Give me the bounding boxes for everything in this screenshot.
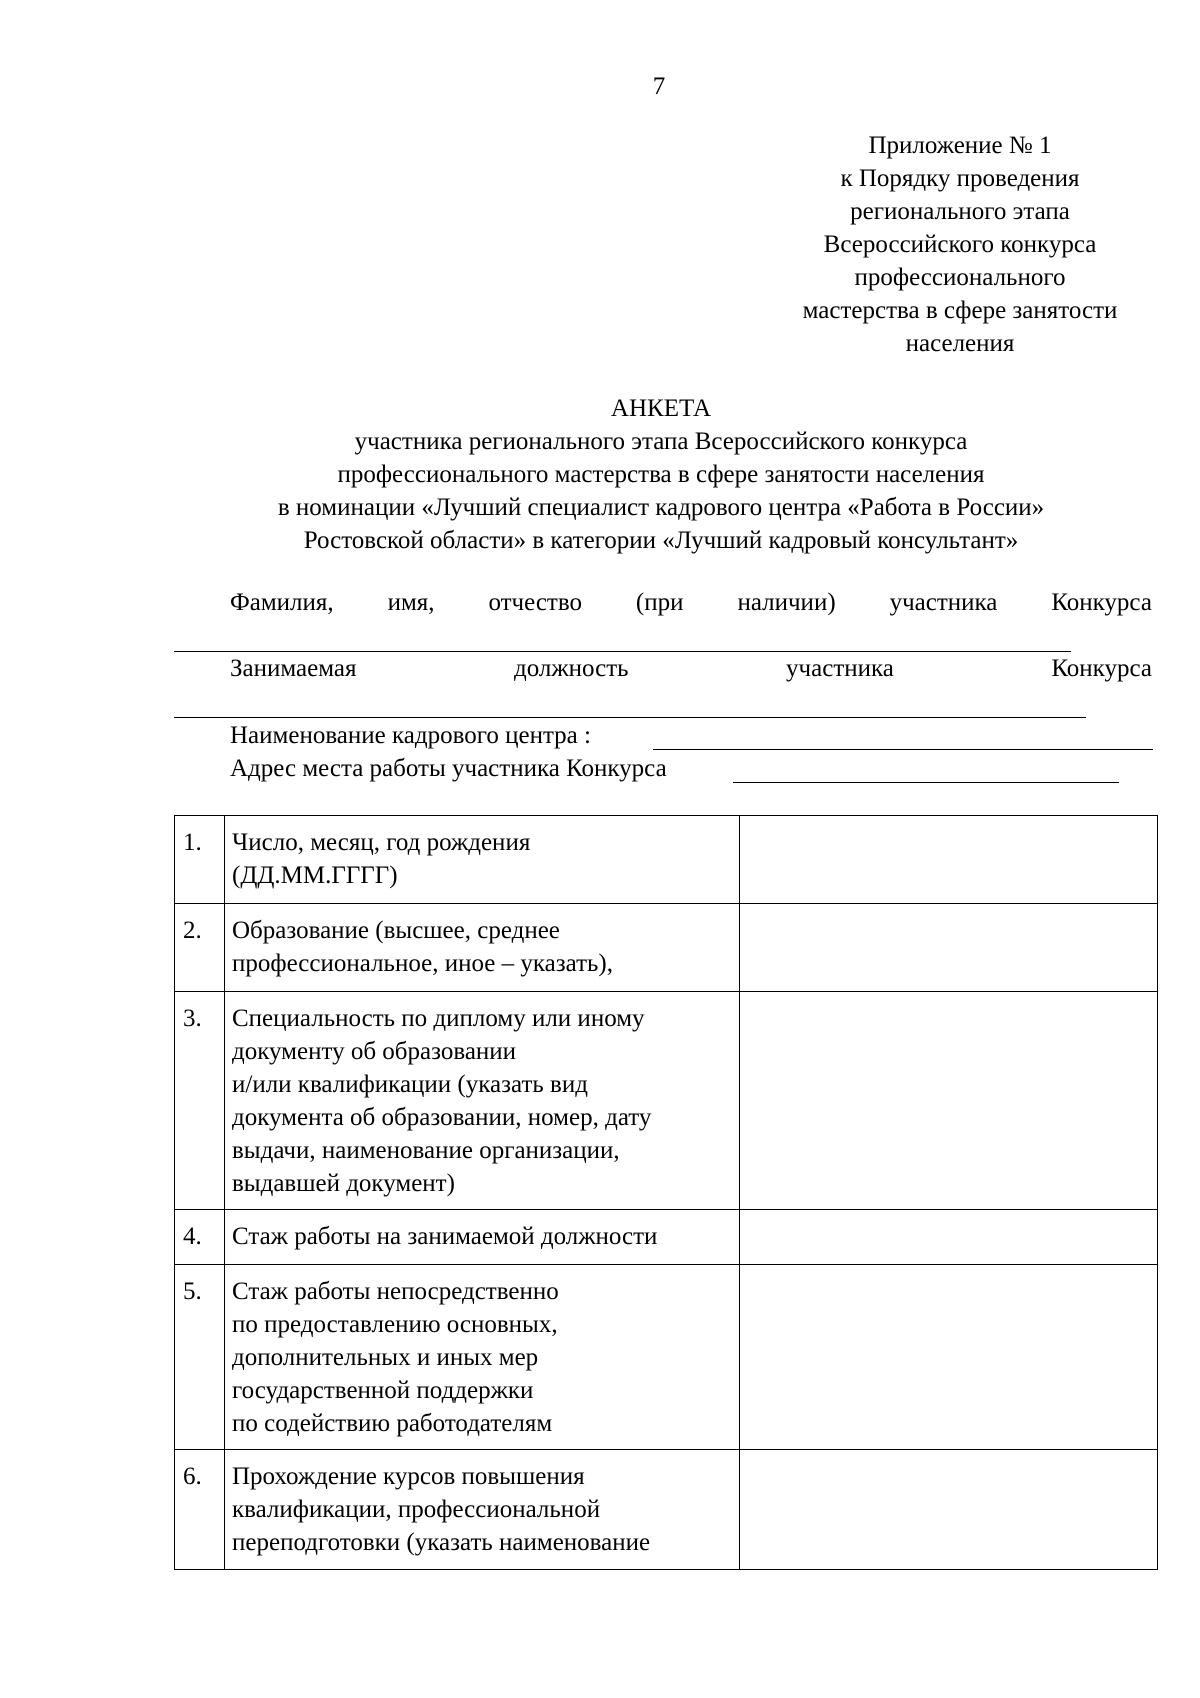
question-line: (ДД.ММ.ГГГГ): [232, 862, 398, 889]
question-line: Стаж работы на занимаемой должности: [232, 1223, 658, 1250]
form-subtitle-line: участника регионального этапа Всероссийского конкурса: [354, 428, 968, 455]
position-word: участника: [786, 655, 894, 682]
position-word: Конкурса: [1051, 655, 1152, 682]
table-row: [175, 904, 1158, 992]
question-line: переподготовки (указать наименование: [232, 1529, 651, 1556]
question-line: профессиональное, иное – указать),: [232, 950, 613, 977]
row-number: 4.: [175, 1210, 225, 1265]
question-line: по предоставлению основных,: [232, 1311, 558, 1338]
position-word: Занимаемая: [230, 655, 357, 682]
center-blank-line[interactable]: [653, 749, 1153, 750]
fio-word: отчество: [488, 589, 582, 616]
table-row: [175, 992, 1158, 1210]
appendix-line: Всероссийского конкурса: [823, 231, 1097, 258]
question-line: Образование (высшее, среднее: [232, 917, 560, 944]
questionnaire-table: [174, 815, 1158, 1570]
address-label: Адрес места работы участника Конкурса: [230, 755, 667, 782]
appendix-line: к Порядку проведения: [840, 165, 1080, 192]
position-blank-line[interactable]: [174, 717, 1086, 718]
appendix-line: Приложение № 1: [868, 132, 1052, 159]
table-row: [175, 1210, 1158, 1265]
question-line: выдачи, наименование организации,: [232, 1137, 620, 1164]
table-row: [175, 1450, 1158, 1570]
form-subtitle-line: в номинации «Лучший специалист кадрового центра «Работа в России»: [277, 494, 1045, 521]
appendix-line: населения: [905, 330, 1015, 357]
question-cell: [225, 1450, 740, 1570]
position-label: [230, 652, 1152, 685]
fio-word: Фамилия,: [230, 589, 334, 616]
answer-cell[interactable]: [740, 992, 1158, 1210]
appendix-line: мастерства в сфере занятости: [802, 297, 1118, 324]
question-cell: [225, 904, 740, 992]
row-number: 3.: [175, 992, 225, 1210]
form-subtitle-line: профессионального мастерства в сфере занятости населения: [337, 461, 985, 488]
form-subtitle-line: Ростовской области» в категории «Лучший кадровый консультант»: [303, 527, 1019, 554]
answer-cell[interactable]: [740, 816, 1158, 904]
fio-word: Конкурса: [1051, 589, 1152, 616]
fio-word: участника: [889, 589, 998, 616]
table-row: [175, 816, 1158, 904]
form-title: АНКЕТА: [610, 395, 712, 422]
appendix-line: профессионального: [854, 264, 1066, 291]
row-number: 5.: [175, 1265, 225, 1450]
answer-cell[interactable]: [740, 1450, 1158, 1570]
question-line: Стаж работы непосредственно: [232, 1278, 559, 1305]
form-heading: [170, 392, 1152, 557]
page-number: 7: [652, 73, 666, 100]
question-line: по содействию работодателям: [232, 1410, 553, 1437]
question-line: Число, месяц, год рождения: [232, 829, 531, 856]
fio-word: имя,: [387, 589, 435, 616]
row-number: 1.: [175, 816, 225, 904]
question-line: документу об образовании: [232, 1038, 517, 1065]
question-line: квалификации, профессиональной: [232, 1496, 601, 1523]
answer-cell[interactable]: [740, 1210, 1158, 1265]
question-line: государственной поддержки: [232, 1377, 534, 1404]
center-label: Наименование кадрового центра :: [230, 722, 591, 749]
fio-word: (при: [635, 589, 684, 616]
address-blank-line[interactable]: [733, 782, 1119, 783]
question-line: дополнительных и иных мер: [232, 1344, 539, 1371]
question-cell: [225, 1210, 740, 1265]
question-line: Специальность по диплому или иному: [232, 1005, 645, 1032]
answer-cell[interactable]: [740, 1265, 1158, 1450]
question-line: и/или квалификации (указать вид: [232, 1071, 588, 1098]
fio-word: наличии): [737, 589, 836, 616]
question-cell: [225, 1265, 740, 1450]
table-row: [175, 1265, 1158, 1450]
appendix-header: [760, 129, 1160, 360]
row-number: 6.: [175, 1450, 225, 1570]
answer-cell[interactable]: [740, 904, 1158, 992]
row-number: 2.: [175, 904, 225, 992]
position-word: должность: [513, 655, 629, 682]
question-line: выдавшей документ): [232, 1170, 455, 1197]
appendix-line: регионального этапа: [850, 198, 1070, 225]
question-line: Прохождение курсов повышения: [232, 1463, 585, 1490]
question-cell: [225, 816, 740, 904]
fio-label: [230, 586, 1152, 619]
question-cell: [225, 992, 740, 1210]
question-line: документа об образовании, номер, дату: [232, 1104, 652, 1131]
